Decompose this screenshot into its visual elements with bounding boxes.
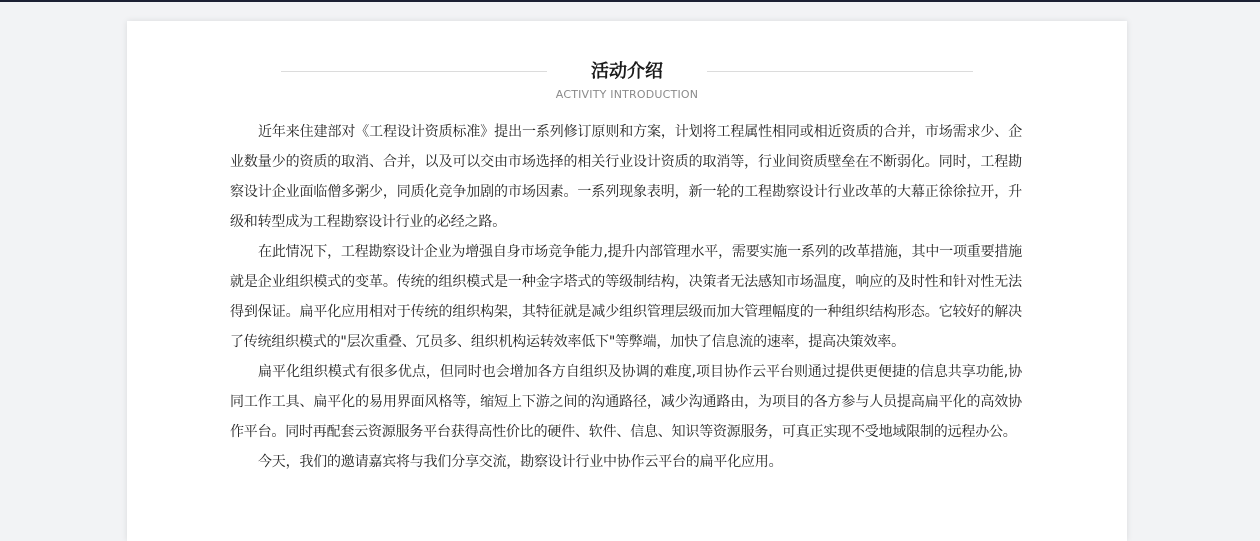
section-subtitle: ACTIVITY INTRODUCTION	[555, 88, 699, 101]
heading-divider-right	[707, 71, 973, 72]
section-heading	[127, 59, 1127, 85]
intro-text	[230, 117, 1022, 477]
intro-paragraph: 在此情况下，工程勘察设计企业为增强自身市场竞争能力,提升内部管理水平，需要实施一系列的改革措施，其中一项重要措施就是企业组织模式的变革。传统的组织模式是一种金字塔式的等级制结构，决策者无法感知市场温度，响应的及时性和针对性无法得到保证。扁平化应用相对于传统的组织构架，其特征就是减少组织管理层级而加大管理幅度的一种组织结构形态。它较好的解决了传统组织模式的"层次重叠、冗员多、组织机构运转效率低下"等弊端，加快了信息流的速率，提高决策效率。	[230, 244, 1022, 350]
intro-paragraph: 今天，我们的邀请嘉宾将与我们分享交流，勘察设计行业中协作云平台的扁平化应用。	[258, 454, 783, 470]
section-title: 活动介绍	[591, 61, 663, 82]
top-header-strip	[0, 0, 1260, 2]
heading-divider-left	[281, 71, 547, 72]
intro-paragraph: 近年来住建部对《工程设计资质标准》提出一系列修订原则和方案，计划将工程属性相同或相近资质的合并，市场需求少、企业数量少的资质的取消、合并，以及可以交由市场选择的相关行业设计资质的取消等，行业间资质壁垒在不断弱化。同时，工程勘察设计企业面临僧多粥少，同质化竞争加剧的市场因素。一系列现象表明，新一轮的工程勘察设计行业改革的大幕正徐徐拉开，升级和转型成为工程勘察设计行业的必经之路。	[230, 124, 1022, 230]
intro-paragraph: 扁平化组织模式有很多优点，但同时也会增加各方自组织及协调的难度,项目协作云平台则通过提供更便捷的信息共享功能,协同工作工具、扁平化的易用界面风格等，缩短上下游之间的沟通路径，减少沟通路由，为项目的各方参与人员提高扁平化的高效协作平台。同时再配套云资源服务平台获得高性价比的硬件、软件、信息、知识等资源服务，可真正实现不受地域限制的远程办公。	[230, 364, 1022, 440]
activity-intro-card	[127, 21, 1127, 541]
